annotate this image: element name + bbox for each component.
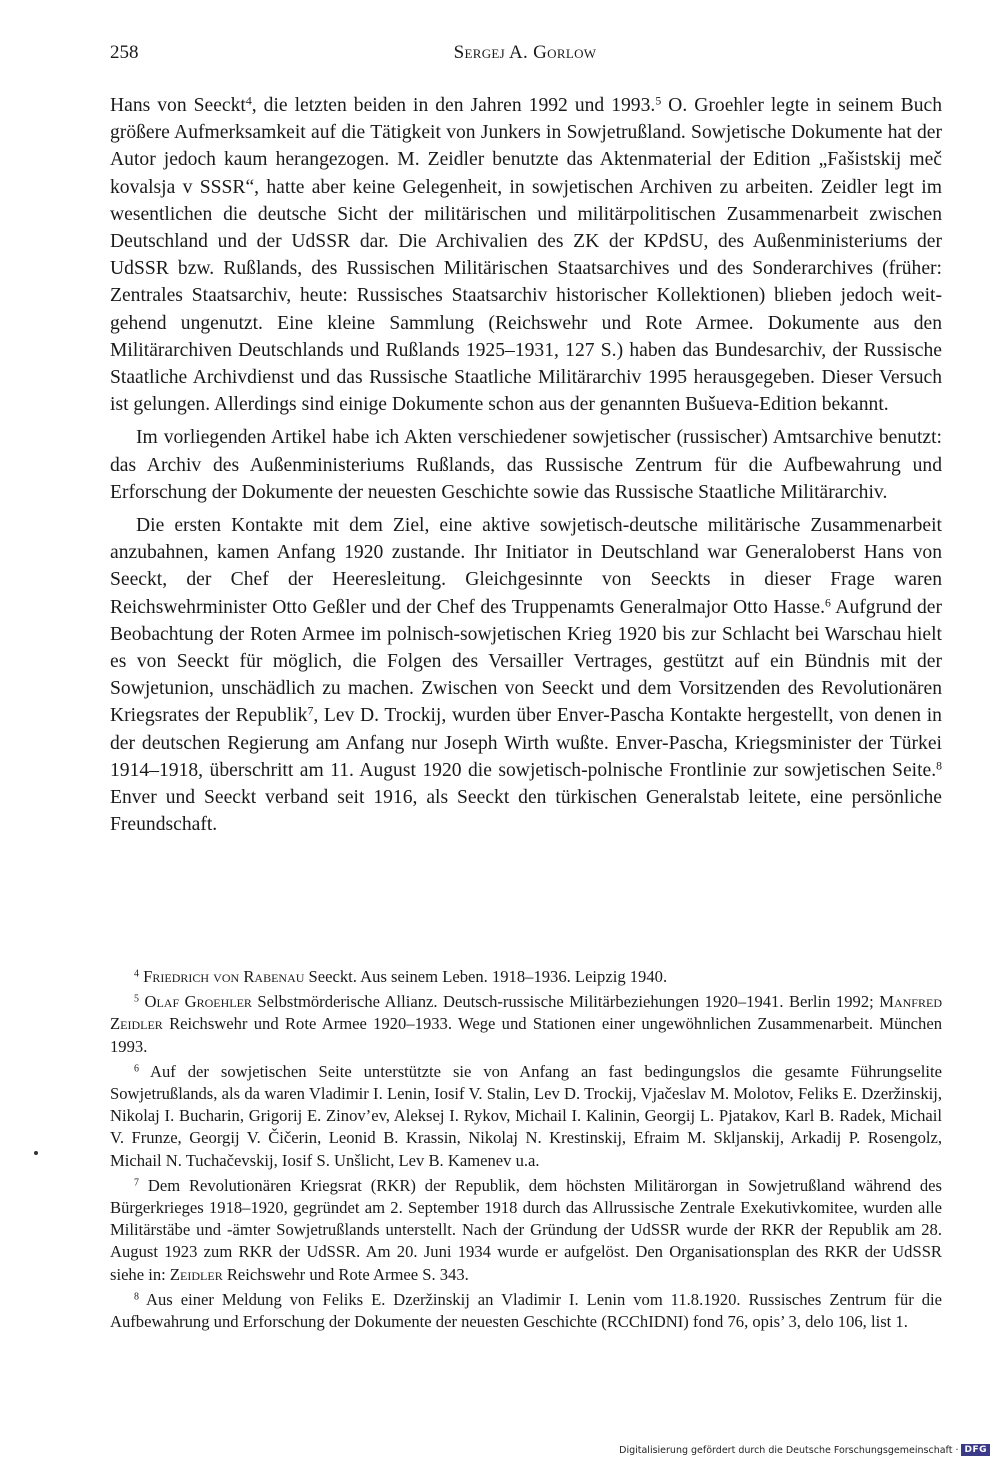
- footnote-7: [110, 1175, 942, 1286]
- footnote-text: Aus einer Meldung von Feliks E. Dzeržinskij an Vladimir I. Lenin vom 11.8.1920. Russisches Zentrum für die Aufbewahrung und Erforschung der Dokumente der neuesten Geschichte (RCChIDNI) fond 76, opis’ 3, delo 106, list 1.: [110, 1289, 942, 1332]
- footnote-ref-5[interactable]: 5: [655, 94, 662, 108]
- dfg-footer: [619, 1444, 990, 1456]
- footnote-5: [110, 991, 942, 1058]
- page-number: 258: [110, 42, 139, 63]
- footnote-author: Olaf Groehler: [144, 992, 252, 1012]
- footnote-author: Zeidler: [169, 1264, 223, 1284]
- footnote-ref-4[interactable]: 4: [245, 94, 252, 108]
- footnote-8: [110, 1289, 942, 1333]
- footnote-6: [110, 1061, 942, 1172]
- footnote-number: 7: [134, 1177, 139, 1189]
- footnote-ref-7[interactable]: 7: [307, 705, 314, 719]
- footnote-4: [110, 966, 942, 988]
- footnote-number: 4: [134, 968, 139, 980]
- footnote-text: Selbstmörderische Allianz. Deutsch-russische Militärbeziehungen 1920–1941. Berlin 1992;: [251, 992, 880, 1012]
- paragraph-1-text-c: O. Groehler legte in seinem Buch größere Aufmerksamkeit auf die Tätigkeit von Junkers in Sowjetrußland. Sowjetische Dokumente hat der Autor jedoch kaum herangezogen. M. Zeidler benutzte das Aktenmaterial der Edition „Fašistskij meč kovalsja v SSSR“, hatte aber keine Gelegenheit, in sowjetischen Archiven zu arbeiten. Zeidler legt im wesentlichen die deutsche Sicht der militärischen und militärpolitischen Zusammenarbeit zwischen Deutschland und der UdSSR dar. Die Archivalien des ZK der KPdSU, des Außenministeriums der UdSSR bzw. Rußlands, des Russischen Militärischen Staatsarchives und des Sonderarchives (früher: Zentrales Staatsarchiv, heute: Russisches Staatsarchiv historischer Kollektionen) blieben jedoch weitgehend ungenutzt. Eine kleine Sammlung (Reichswehr und Rote Armee. Dokumente aus den Militärarchiven Deutschlands und Rußlands 1925–1931, 127 S.) haben das Bundesarchiv, der Russische Staatliche Archivdienst und das Russische Staatliche Militärarchiv 1995 herausgegeben. Dieser Versuch ist gelungen. Allerdings sind einige Dokumente schon aus der genannten Bušueva-Edition bekannt.: [110, 95, 943, 416]
- footnote-ref-6[interactable]: 6: [825, 596, 831, 610]
- paragraph-1-text-b: , die letzten beiden in den Jahren 1992 und 1993.: [251, 95, 656, 116]
- paragraph-3-text-b: Aufgrund der Beobachtung der Roten Armee im polnisch-sowjetischen Krieg 1920 bis zur Schlacht bei Warschau hielt es von Seeckt für möglich, die Folgen des Versailler Vertrages, gestützt auf ein Bündnis mit der Sowjetunion, unschädlich zu machen. Zwischen von Seeckt und dem Vorsitzenden des Revolutionären Kriegsrates der Republik: [110, 596, 943, 727]
- page-header: [110, 42, 940, 72]
- footnote-text: Reichswehr und Rote Armee S. 343.: [222, 1264, 469, 1284]
- digitization-note: Digitalisierung gefördert durch die Deutsche Forschungsgemeinschaft ·: [619, 1444, 959, 1456]
- paragraph-2: Im vorliegenden Artikel habe ich Akten verschiedener sowjetischer (russischer) Amtsarchive benutzt: das Archiv des Außenministeriums Rußlands, das Russische Zentrum für die Aufbewahrung und Erforschung der Dokumente der neuesten Geschichte sowie das Russische Staatliche Militärarchiv.: [110, 427, 942, 503]
- footnote-ref-8[interactable]: 8: [936, 759, 942, 773]
- footnote-author: Friedrich von Rabenau: [143, 967, 305, 986]
- footnote-author: Manfred Zeidler: [110, 992, 942, 1034]
- footnote-text: Reichswehr und Rote Armee 1920–1933. Wege und Stationen einer ungewöhnlichen Zusammenarbeit. München 1993.: [110, 1014, 942, 1056]
- footnote-text: Auf der sowjetischen Seite unterstützte sie von Anfang an fast bedingungslos die gesamte Führungselite Sowjetrußlands, als da waren Vladimir I. Lenin, Iosif V. Stalin, Lev D. Trockij, Vjačeslav M. Molotov, Feliks E. Dzeržinskij, Nikolaj I. Bucharin, Grigorij E. Zinov’ev, Aleksej I. Rykov, Michail I. Kalinin, Georgij L. Pjatakov, Karl B. Radek, Michail V. Frunze, Georgij V. Čičerin, Leonid B. Krassin, Nikolaj N. Krestinskij, Efraim M. Skljanskij, Arkadij P. Rosengolz, Michail N. Tuchačevskij, Iosif S. Unšlicht, Lev B. Kamenev u.a.: [110, 1061, 942, 1170]
- paragraph-3-text-d: Enver und Seeckt verband seit 1916, als Seeckt den türkischen Generalstab leitete, eine persönliche Freundschaft.: [110, 787, 942, 836]
- footnote-number: 5: [134, 993, 139, 1005]
- paragraph-1: [110, 92, 942, 418]
- footnote-text: Seeckt. Aus seinem Leben. 1918–1936. Leipzig 1940.: [304, 967, 668, 986]
- running-head: Sergej A. Gorlow: [453, 42, 597, 63]
- footnote-number: 6: [134, 1063, 139, 1075]
- footnote-number: 8: [134, 1291, 139, 1303]
- paragraph-3: [110, 512, 942, 838]
- paragraph-3-text-a: Die ersten Kontakte mit dem Ziel, eine aktive sowjetisch-deutsche militärische Zusammenarbeit anzubahnen, kamen Anfang 1920 zustande. Ihr Initiator in Deutschland war Generaloberst Hans von Seeckt, der Chef der Heeresleitung. Gleichgesinnte von Seeckts in dieser Frage waren Reichswehrminister Otto Geßler und der Chef des Truppenamts Generalmajor Otto Hasse.: [110, 515, 942, 618]
- paragraph-3-text-c: , Lev D. Trockij, wurden über Enver-Pascha Kontakte hergestellt, von denen in der deutschen Regierung am Anfang nur Joseph Wirth wußte. Enver-Pascha, Kriegsminister der Türkei 1914–1918, überschritt am 11. August 1920 die sowjetisch-polnische Frontlinie zur sowjetischen Seite.: [110, 705, 942, 781]
- paragraph-1-text-a: Hans von Seeckt: [110, 95, 246, 116]
- dfg-logo-icon: DFG: [961, 1444, 990, 1456]
- scan-artifact-dot: [34, 1151, 38, 1155]
- body-text: [110, 92, 942, 844]
- footnote-text: Dem Revolutionären Kriegsrat (RKR) der Republik, dem höchsten Militärorgan in Sowjetrußland während des Bürgerkrieges 1918–1920, gegründet am 2. September 1918 durch das Allrussische Zentrale Exekutivkomitee, wurden alle Militärstäbe und -ämter Sowjetrußlands unterstellt. Nach der Gründung der UdSSR wurde der RKR der Republik am 28. August 1923 zum RKR der UdSSR. Am 20. Juni 1934 wurde er aufgelöst. Den Organisationsplan des RKR der UdSSR siehe in:: [110, 1175, 942, 1284]
- footnotes: [110, 966, 942, 1336]
